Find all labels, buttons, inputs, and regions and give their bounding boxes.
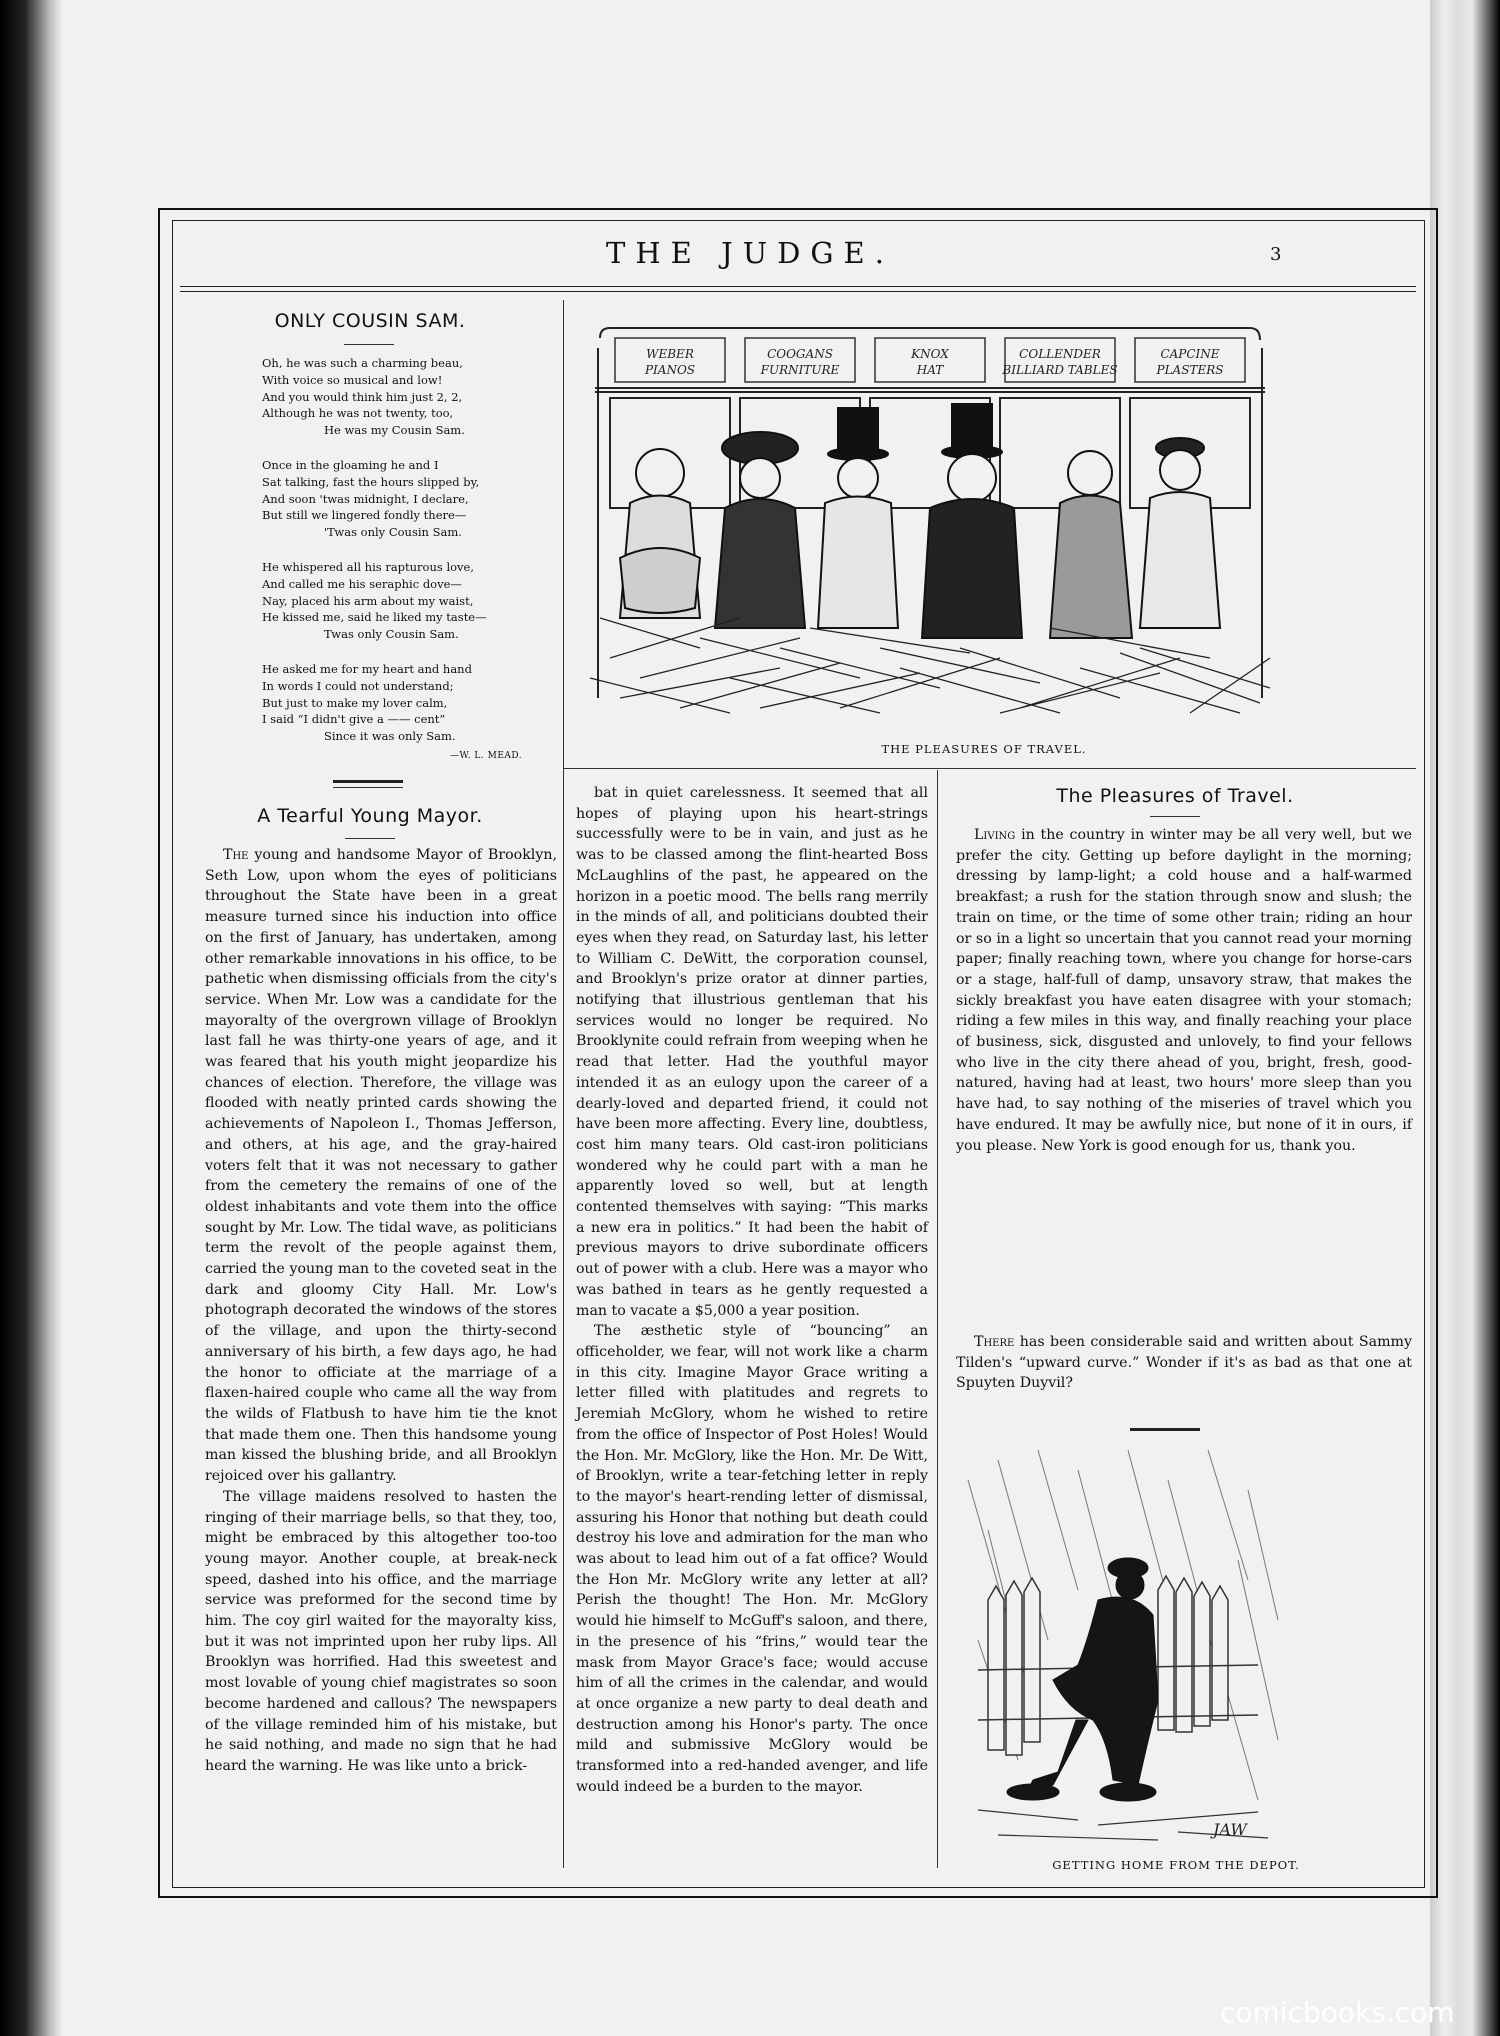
travel-cartoon-caption: THE PLEASURES OF TRAVEL. [881, 742, 1087, 756]
depot-cartoon-caption: GETTING HOME FROM THE DEPOT. [1052, 1858, 1300, 1872]
paragraph [205, 1487, 557, 1777]
poem-line: He asked me for my heart and hand [262, 661, 472, 676]
article1-title-rule [345, 838, 395, 839]
article1-column2 [576, 783, 928, 1797]
paragraph [205, 845, 557, 1487]
article2-title-rule [1150, 816, 1200, 817]
poem-line: In words I could not understand; [262, 678, 454, 693]
poem-line: He kissed me, said he liked my taste— [262, 610, 487, 625]
poem-line: And you would think him just 2, 2, [262, 389, 463, 404]
article2-title: The Pleasures of Travel. [1056, 785, 1294, 807]
poem-title-rule [344, 344, 394, 345]
paragraph-lead: There [974, 1334, 1015, 1350]
paragraph-text: The æsthetic style of “bouncing” an officeholder, we fear, will not work like a charm in this city. Imagine Mayor Grace writing a letter filled with platitudes and regrets to Jeremiah McGlory, whom he wished to retire from the office of Inspector of Post Holes! Would the Hon. Mr. McGlory, like the Hon. Mr. De Witt, of Brooklyn, write a tear-fetching letter in reply to the mayor's heart-rending letter of dismissal, assuring his Honor that nothing but death could destroy his love and admiration for the man who was about to lead him out of a fat office? Would the Hon Mr. McGlory write any letter at all? Perish the thought! The Hon. Mr. McGlory would hie himself to McGuff's saloon, and there, in the presence of his “frins,” would tear the mask from Mayor Grace's face; would accuse him of all the crimes in the calendar, and would at once organize a new party to deal death and destruction among his Honor's party. The once mild and submissive McGlory would be transformed into a red-handed avenger, and life would indeed be a burden to the mayor. [576, 1323, 928, 1795]
sign-weber: WEBER [646, 347, 694, 361]
svg-text:JAW: JAW [1213, 1820, 1247, 1839]
poem-stanza [262, 355, 552, 439]
paragraph-text: in the country in winter may be all very well, but we prefer the city. Getting up before daylight in the morning; dressing by lamp-light; a cold house and a half-warmed breakfast; a rush for the station through snow and slush; the train on time, or the time of some other train; riding an hour or so in a light so uncertain that you cannot read your morning paper; finally reaching town, where you change for horse-cars or a stage, half-full of damp, unsavory straw, that makes the sickly breakfast you have eaten disagree with your stomach; riding a few miles in this way, and finally reaching your place of business, sick, disgusted and unlovely, to find your fellows who live in the city there ahead of you, bright, fresh, good-natured, having had at least, two hours' more sleep than you have had, to say nothing of the miseries of travel which you have endured. It may be awfully nice, but none of it in ours, if you please. New York is good enough for us, thank you. [956, 827, 1412, 1154]
paragraph [576, 783, 928, 1321]
paragraph-text: bat in quiet carelessness. It seemed that all hopes of playing upon his heart-strings successfully were to be in vain, and just as he was to be classed among the flint-hearted Boss McLaughlins of the past, he appeared on the horizon in a poetic mood. The bells rang merrily in the minds of all, and politicians doubted their eyes when they read, on Saturday last, his letter to William C. DeWitt, the corporation counsel, and Brooklyn's prize orator at dinner parties, notifying that illustrious gentleman that his services would no longer be required. No Brooklynite could refrain from weeping when he read that letter. Had the youthful mayor intended it as an eulogy upon the career of a dearly-loved and departed friend, it could not have been more affecting. Every line, doubtless, cost him many tears. Old cast-iron politicians wondered why he could part with a man he apparently loved so well, but at length contented themselves with saying: “This marks a new era in politics.” It had been the habit of previous mayors to drive subordinate officers out of power with a club. Here was a mayor who was bathed in tears as he gently requested a man to vacate a $5,000 a year position. [576, 785, 928, 1319]
poem-line: He whispered all his rapturous love, [262, 559, 475, 574]
poem-stanza [262, 661, 552, 745]
poem-line: Although he was not twenty, too, [262, 406, 454, 421]
poem-stanza [262, 559, 552, 643]
svg-text:BILLIARD TABLES: BILLIARD TABLES [1002, 363, 1118, 377]
page-number: 3 [1270, 244, 1282, 265]
poem-line: But still we lingered fondly there— [262, 508, 467, 523]
sign-capcine: CAPCINE [1160, 347, 1220, 361]
article1-top-rule-thin [333, 787, 403, 788]
svg-text:FURNITURE: FURNITURE [760, 363, 840, 377]
sign-coogans: COOGANS [767, 347, 833, 361]
article1-title: A Tearful Young Mayor. [257, 805, 483, 827]
paragraph-text: The village maidens resolved to hasten the ringing of their marriage bells, so that they, too, might be embraced by this altogether too-too young mayor. Another couple, at break-neck speed, dashed into his office, and the marriage service was preformed for the second time by him. The coy girl waited for the mayoralty kiss, but it was not imprinted upon her ruby lips. All Brooklyn was horrified. Had this sweetest and most lovable of young chief magistrates so soon become hardened and callous? The newspapers of the village reminded him of his mistake, but he said nothing, and made no sign that he had heard the warning. He was like unto a brick- [205, 1488, 557, 1774]
paragraph-lead: The [223, 847, 249, 863]
masthead-title: THE JUDGE. [606, 236, 894, 270]
poem-line: He was my Cousin Sam. [324, 423, 465, 438]
column-divider-1 [563, 300, 564, 1868]
poem-line: Oh, he was such a charming beau, [262, 356, 463, 370]
poem-line: Nay, placed his arm about my waist, [262, 593, 474, 608]
watermark: comicbooks.com [1220, 1996, 1455, 2029]
sign-collender: COLLENDER [1019, 347, 1101, 361]
sign-knox: KNOX [911, 347, 949, 361]
paragraph [956, 1332, 1412, 1394]
poem-line: And called me his seraphic dove— [262, 576, 462, 591]
cartoon-bottom-rule [564, 768, 1416, 769]
book-binding [0, 0, 62, 2036]
svg-text:PLASTERS: PLASTERS [1156, 363, 1224, 377]
poem-line: I said “I didn't give a —— cent” [262, 712, 446, 727]
paragraph-text: has been considerable said and written about Sammy Tilden's “upward curve.” Wonder if it's as bad as that one at Spuyten Duyvil? [956, 1334, 1412, 1392]
poem-author: —W. L. MEAD. [450, 751, 523, 761]
svg-text:PIANOS: PIANOS [644, 363, 696, 377]
poem-line: 'Twas only Cousin Sam. [324, 525, 462, 540]
poem-title: ONLY COUSIN SAM. [274, 310, 466, 332]
poem-line: Twas only Cousin Sam. [324, 627, 459, 642]
masthead-rule [180, 286, 1416, 292]
poem-line: Sat talking, fast the hours slipped by, [262, 474, 480, 489]
page-edges [1430, 0, 1500, 2036]
paragraph [956, 825, 1412, 1156]
article2-body [956, 825, 1412, 1156]
cartoon2-top-rule [1130, 1428, 1200, 1431]
svg-text:HAT: HAT [916, 363, 944, 377]
poem-line: But just to make my lover calm, [262, 695, 448, 710]
paragraph [576, 1321, 928, 1797]
tilden-paragraph [956, 1332, 1412, 1394]
depot-cartoon-illustration [958, 1440, 1288, 1855]
poem-line: With voice so musical and low! [262, 372, 443, 387]
poem-line: Once in the gloaming he and I [262, 457, 439, 472]
poem-line: Since it was only Sam. [324, 729, 456, 744]
column-divider-2 [937, 770, 938, 1868]
poem-stanza [262, 457, 552, 541]
paragraph-lead: Living [974, 827, 1016, 843]
travel-cartoon-illustration [580, 318, 1280, 740]
article1-top-rule [333, 780, 403, 783]
paragraph-text: young and handsome Mayor of Brooklyn, Seth Low, upon whom the eyes of politicians throughout the State have been in a great measure turned since his induction into office on the first of January, has undertaken, among other remarkable innovations in his office, to be pathetic when dismissing officials from the city's service. When Mr. Low was a candidate for the mayoralty of the overgrown village of Brooklyn last fall he was thirty-one years of age, and it was feared that his youth might jeopardize his chances of election. Therefore, the village was flooded with neatly printed cards showing the achievements of Napoleon I., Thomas Jefferson, and others, at his age, and the gray-haired voters felt that it was not necessary to gather from the cemetery the remains of one of the oldest inhabitants and vote them into the office sought by Mr. Low. The tidal wave, as politicians term the revolt of the people against them, carried the young man to the coveted seat in the dark and gloomy City Hall. Mr. Low's photograph decorated the windows of the stores of the village, and upon the thirty-second anniversary of his birth, a few days ago, he had the honor to officiate at the marriage of a flaxen-haired couple who came all the way from the wilds of Flatbush to have him tie the knot that made them one. Then this handsome young man kissed the blushing bride, and all Brooklyn rejoiced over his gallantry. [205, 847, 557, 1485]
poem-line: And soon 'twas midnight, I declare, [262, 491, 469, 506]
article1-column1 [205, 845, 557, 1777]
poem-body [262, 355, 552, 763]
